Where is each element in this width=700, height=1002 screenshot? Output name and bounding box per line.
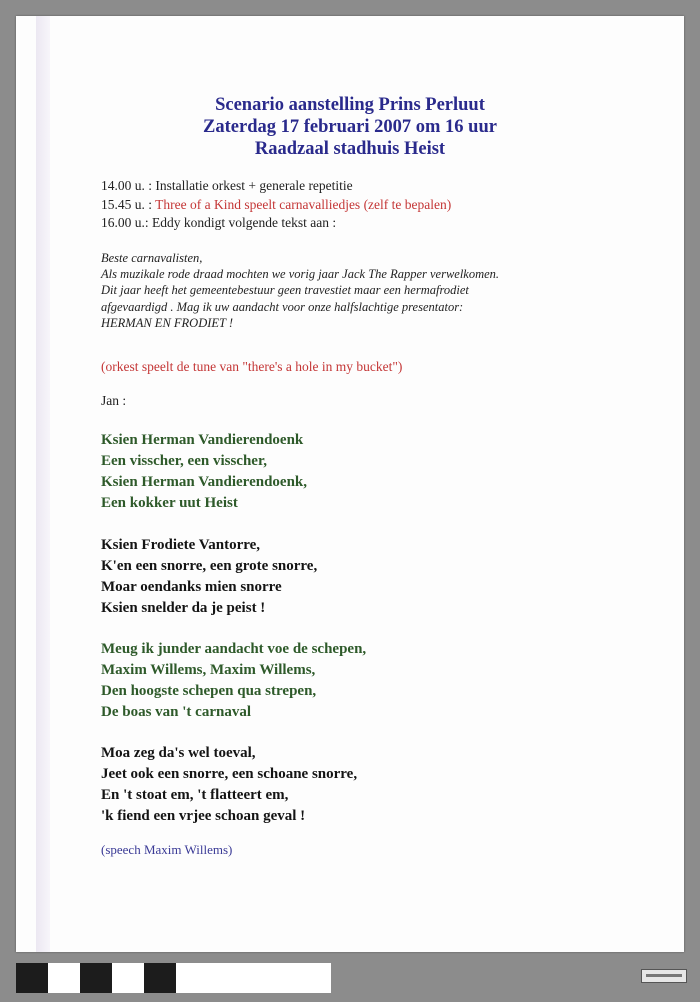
verse-line: Een visscher, een visscher,: [101, 453, 267, 469]
verse-4: [101, 743, 357, 827]
schedule-time: 16.00 u.:: [101, 215, 149, 230]
title-line-3: Raadzaal stadhuis Heist: [254, 139, 446, 159]
verse-line: Maxim Willems, Maxim Willems,: [101, 662, 316, 678]
schedule-text: Three of a Kind speelt carnavalliedjes (zelf te bepalen): [155, 197, 452, 212]
verse-line: 'k fiend een vrjee schoan geval !: [101, 808, 306, 824]
verse-line: Den hoogste schepen qua strepen,: [101, 683, 317, 699]
schedule-text: Installatie orkest + generale repetitie: [155, 178, 353, 193]
verse-line: Meug ik junder aandacht voe de schepen,: [101, 641, 367, 657]
verse-1: [101, 430, 307, 514]
verse-line: Jeet ook een snorre, een schoane snorre,: [101, 766, 358, 782]
intro-line: HERMAN EN FRODIET !: [101, 315, 234, 330]
verse-line: Ksien Herman Vandierendoenk: [101, 432, 304, 448]
verse-line: De boas van 't carnaval: [101, 704, 251, 720]
verse-line: Ksien snelder da je peist !: [101, 600, 266, 616]
calibration-swatch: [144, 963, 176, 993]
schedule-item: [101, 197, 451, 213]
verse-2: [101, 535, 317, 619]
verse-line: Moa zeg da's wel toeval,: [101, 745, 256, 761]
calibration-swatch: [16, 963, 48, 993]
verse-line: K'en een snorre, een grote snorre,: [101, 558, 318, 574]
calibration-swatch: [112, 963, 144, 993]
calibration-swatch: [80, 963, 112, 993]
schedule-item: [101, 215, 336, 231]
schedule-time: 15.45 u. :: [101, 197, 153, 212]
intro-line: Dit jaar heeft het gemeentebestuur geen travestiet maar een hermafrodiet: [101, 283, 469, 298]
speaker-label: Jan :: [101, 393, 127, 408]
verse-3: [101, 639, 366, 723]
intro-line: Als muzikale rode draad mochten we vorig jaar Jack The Rapper verwelkomen.: [101, 267, 500, 282]
schedule-item: [101, 178, 353, 194]
schedule-text: Eddy kondigt volgende tekst aan :: [152, 215, 337, 230]
verse-line: Ksien Herman Vandierendoenk,: [101, 474, 308, 490]
schedule-time: 14.00 u. :: [101, 178, 153, 193]
verse-line: Een kokker uut Heist: [101, 495, 238, 511]
title-line-1: Scenario aanstelling Prins Perluut: [215, 95, 485, 115]
calibration-swatch: [48, 963, 80, 993]
title-line-2: Zaterdag 17 februari 2007 om 16 uur: [203, 117, 497, 137]
intro-line: afgevaardigd . Mag ik uw aandacht voor onze halfslachtige presentator:: [101, 299, 464, 314]
intro-text: [101, 250, 641, 331]
closing-note: (speech Maxim Willems): [101, 842, 233, 857]
document-page: [16, 16, 684, 952]
intro-line: Beste carnavalisten,: [101, 251, 203, 265]
scan-label-tag: [641, 969, 687, 983]
verse-line: Ksien Frodiete Vantorre,: [101, 537, 261, 553]
verse-line: En 't stoat em, 't flatteert em,: [101, 787, 289, 803]
scan-calibration-strip: [16, 963, 331, 993]
calibration-swatch: [176, 963, 331, 993]
stage-direction: (orkest speelt de tune van "there's a hole in my bucket"): [101, 359, 403, 374]
verse-line: Moar oendanks mien snorre: [101, 579, 282, 595]
